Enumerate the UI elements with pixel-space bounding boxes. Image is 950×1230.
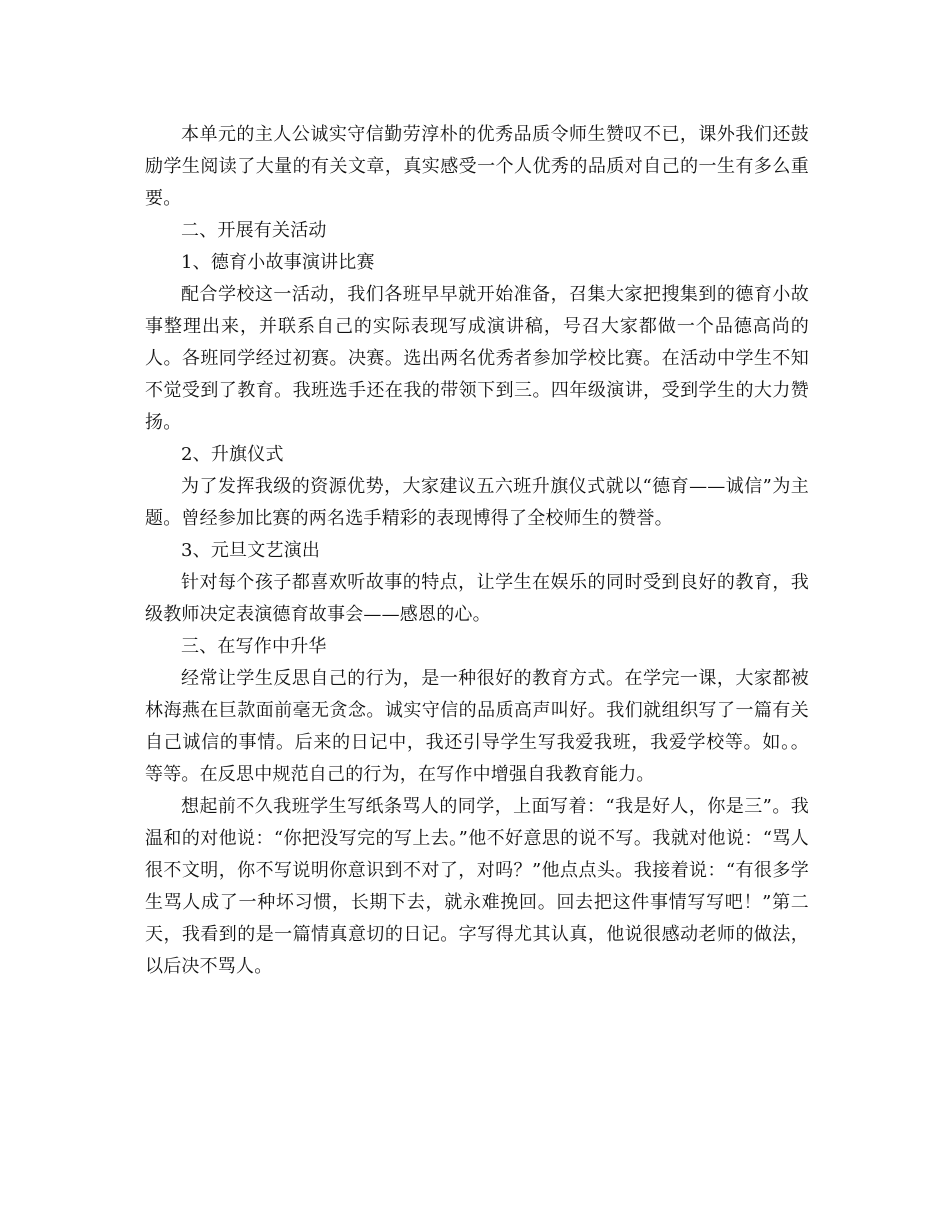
document-body	[145, 119, 809, 983]
paragraph-writing-reflection: 经常让学生反思自己的行为，是一种很好的教育方式。在学完一课，大家都被林海燕在巨款面前毫无贪念。诚实守信的品质高声叫好。我们就组织写了一篇有关自己诚信的事情。后来的日记中，我还引导学生写我爱我班，我爱学校等。如。。等等。在反思中规范自己的行为，在写作中增强自我教育能力。	[145, 668, 809, 785]
subheading-flag-ceremony: 2、升旗仪式	[181, 444, 284, 465]
paragraph-unit-intro: 本单元的主人公诚实守信勤劳淳朴的优秀品质令师生赞叹不已，课外我们还鼓励学生阅读了大量的有关文章，真实感受一个人优秀的品质对自己的一生有多么重要。	[145, 124, 809, 209]
paragraph-speech-contest: 配合学校这一活动，我们各班早早就开始准备，召集大家把搜集到的德育小故事整理出来，并联系自己的实际表现写成演讲稿，号召大家都做一个品德高尚的人。各班同学经过初赛。决赛。选出两名优秀者参加学校比赛。在活动中学生不知不觉受到了教育。我班选手还在我的带领下到三。四年级演讲，受到学生的大力赞扬。	[145, 284, 809, 433]
subheading-new-year-show: 3、元旦文艺演出	[181, 540, 321, 561]
section-heading-writing: 三、在写作中升华	[181, 636, 327, 657]
section-heading-activities: 二、开展有关活动	[181, 220, 327, 241]
paragraph-new-year-show: 针对每个孩子都喜欢听故事的特点，让学生在娱乐的同时受到良好的教育，我级教师决定表演德育故事会——感恩的心。	[145, 572, 809, 625]
paragraph-note-story: 想起前不久我班学生写纸条骂人的同学，上面写着：“我是好人，你是三”。我温和的对他说：“你把没写完的写上去。”他不好意思的说不写。我就对他说：“骂人很不文明，你不写说明你意识到不对了，对吗？”他点点头。我接着说：“有很多学生骂人成了一种坏习惯，长期下去，就永难挽回。回去把这件事情写写吧！”第二天，我看到的是一篇情真意切的日记。字写得尤其认真，他说很感动老师的做法，以后决不骂人。	[145, 796, 809, 977]
paragraph-flag-ceremony: 为了发挥我级的资源优势，大家建议五六班升旗仪式就以“德育——诚信”为主题。曾经参加比赛的两名选手精彩的表现博得了全校师生的赞誉。	[145, 476, 809, 529]
subheading-speech-contest: 1、德育小故事演讲比赛	[181, 252, 375, 273]
